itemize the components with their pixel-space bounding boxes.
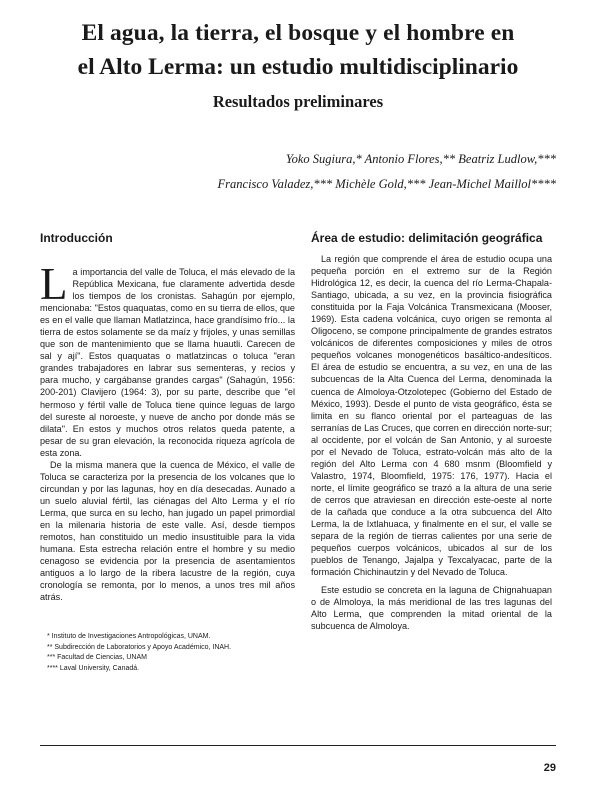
- footnote: ** Subdirección de Laboratorios y Apoyo Académico, INAH.: [47, 643, 232, 651]
- area-paragraph-2: Este estudio se concreta en la laguna de Chignahuapan o de Almoloya, la más meridional de las tres lagunas del Alto Lerma, que comprenden la mitad oriental de la subcuenca de Almoloya.: [311, 585, 552, 632]
- authors-line-2: Francisco Valadez,*** Michèle Gold,*** Jean-Michel Maillol****: [217, 177, 556, 191]
- page-number: 29: [543, 762, 556, 774]
- intro-paragraph-1: [40, 259, 295, 459]
- section-heading-study-area: Área de estudio: delimitación geográfica: [311, 231, 543, 245]
- footnote: *** Facultad de Ciencias, UNAM: [47, 654, 147, 661]
- intro-paragraph-1-text: a importancia del valle de Toluca, el más elevado de la República Mexicana, fue claramente advertida desde los tiempos de los cronistas. Sahagún por ejemplo, mencionaba: "Estos quaquatas, como en su tierra de ellos, que es en el valle que llaman Matlatzinca, hace grandísimo frío... la tierra de estos solamente se da maíz y frijoles, y unas semillas que son de mantenimiento que se llama huautli. Carecen de sal y ají". Estos quaquatas o matlatzincas o toluca "eran grandes trabajadores en labrar sus sementeras, y recios y para mucho, y cargábanse grandes cargas" (Sahagún, 1956: 200-201) Clavijero (1964: 3), por su parte, describe que "el hermoso y fértil valle de Toluca tiene quince leguas de largo del sureste al noroeste, y nueve de ancho por donde más se dilata". En estos y muchos otros relatos queda patente, a pesar de su gran elevación, la reconocida riqueza agrícola de esta zona.: [40, 267, 295, 458]
- article-title-line-2: el Alto Lerma: un estudio multidisciplinario: [77, 54, 519, 80]
- right-column: [311, 253, 552, 632]
- footer-divider: [40, 745, 556, 746]
- area-paragraph-1: La región que comprende el área de estudio ocupa una pequeña porción en el extremo sur de la Región Hidrológica 12, es decir, la cuenca del río Lerma-Chapala-Santiago, ubicada, a su vez, en la provincia fisiográfica constituida por la Faja Volcánica Transmexicana (Mooser, 1969). Esta cadena volcánica, cuyo origen se remonta al Oligoceno, se compone principalmente de grandes estratos volcánicos de diferentes composiciones y miles de otros pequeños volcanes monogenéticos basáltico-andesíticos. El área de estudio se encuentra, a su vez, en una de las subcuencas de la Alta Cuenca del Lerma, denominada la cuenca de Almoloya-Otzolotepec (Gobierno del Estado de México, 1993). Desde el punto de vista geográfico, ésta se limita en su flanco oriental por el parteaguas de las serranías de Las Cruces, que corren en dirección norte-sur; al occidente, por el volcán de San Antonio, y al suroeste por el Nevado de Toluca, estrato-volcán más alto de la región del Alto Lerma con 4 680 msnm (Bloomfield y Valastro, 1974, Bloomfield, 1975: 176, 1977). Hacia el norte, el límite geográfico se trazó a la altura de una serie de cerros que atraviesan en dirección este-oeste al norte de la cañada que conduce a la otra subcuenca del Alto Lerma, la de Ixtlahuaca, y finalmente en el sur, el valle se separa de la región de tierras calientes por una serie de pequeños cuerpos volcánicos, ubicados al sur de los pueblos de Tenango, Jajalpa y Texcalyacac, parte de la formación Chichinautzin y del Nevado de Toluca.: [311, 254, 552, 578]
- section-heading-introduction: Introducción: [40, 231, 113, 245]
- footnotes: [47, 632, 231, 674]
- footnote: **** Laval University, Canadá.: [47, 664, 140, 672]
- authors-line-1: Yoko Sugiura,* Antonio Flores,** Beatriz Ludlow,***: [285, 152, 556, 166]
- left-column: [40, 259, 295, 603]
- footnote: * Instituto de Investigaciones Antropológicas, UNAM.: [47, 633, 211, 640]
- drop-cap: L: [40, 259, 68, 309]
- article-subtitle: Resultados preliminares: [212, 92, 384, 111]
- article-title-line-1: El agua, la tierra, el bosque y el hombre en: [81, 20, 515, 46]
- intro-paragraph-2: De la misma manera que la cuenca de México, el valle de Toluca se caracteriza por la presencia de los volcanes que lo circundan y por las lagunas, hoy en día desecadas. Aunado a un suelo aluvial fértil, las ciénagas del Alto Lerma y el río Lerma, que surca en su lecho, han jugado un papel primordial en la milenaria historia de este valle. Así, desde tiempos remotos, han constituido un medio insustituible para la vida humana. Esta estrecha relación entre el hombre y su medio cenagoso se evidencia por la presencia de asentamientos antiguos a lo largo de la ribera lacustre de la región, cuya cronología se remonta, por lo menos, a unos tres mil años atrás.: [40, 459, 295, 603]
